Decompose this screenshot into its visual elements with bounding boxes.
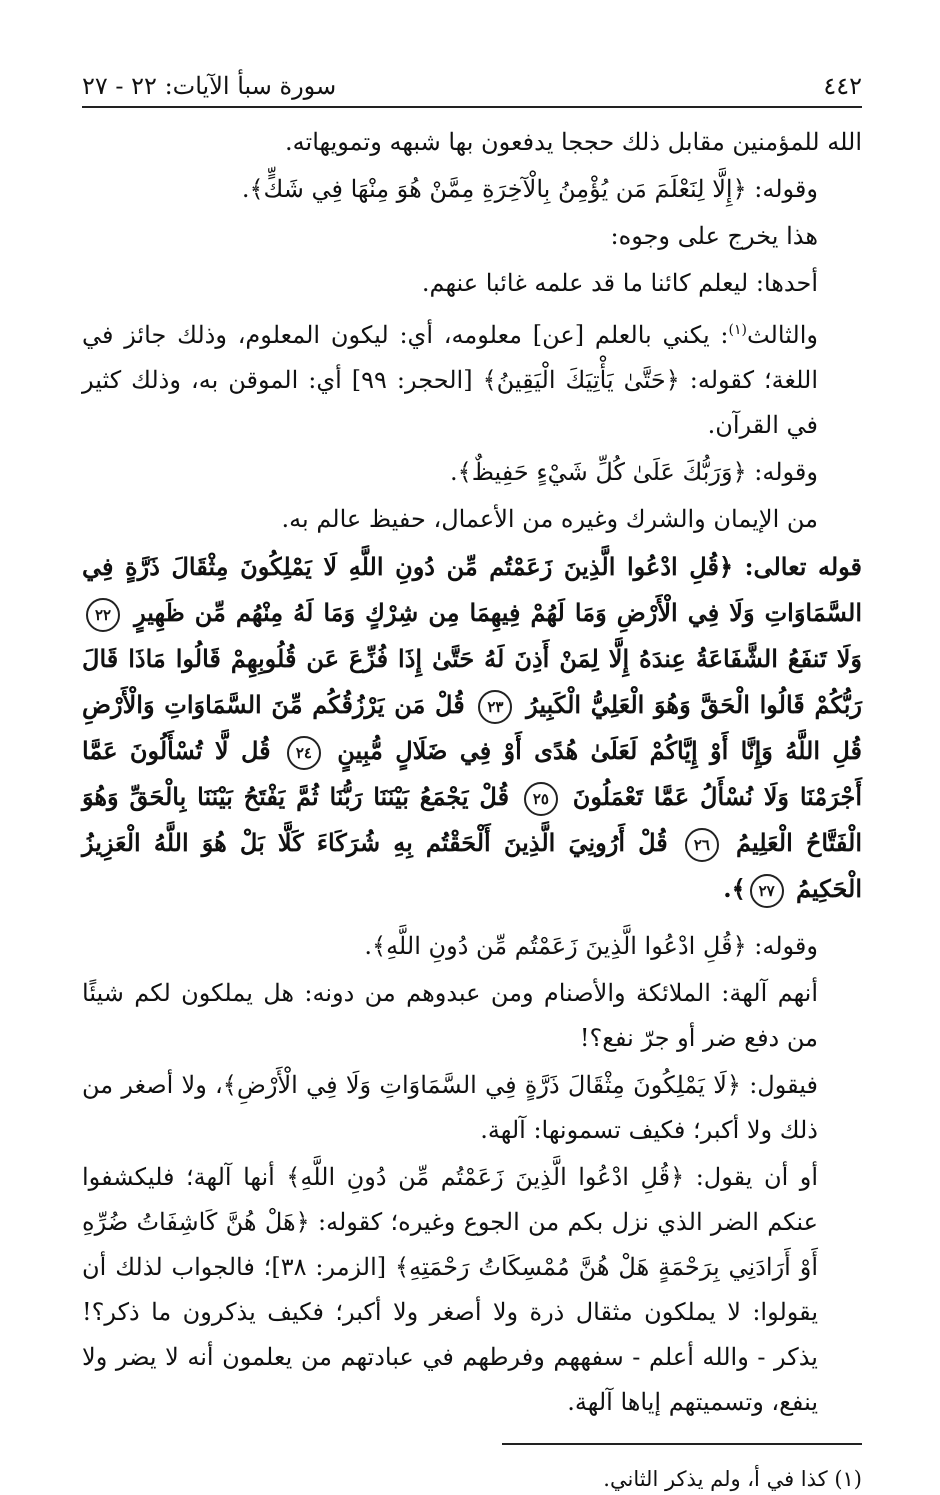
- paragraph: أنهم آلهة: الملائكة والأصنام ومن عبدوهم من دونه: هل يملكون لكم شيئًا من دفع ضر أو جرّ نفع؟!: [82, 979, 818, 1052]
- verse-text: قُلْ مَن يَرْزُقُكُم مِّنَ السَّمَاوَاتِ وَالْأَرْضِ قُلِ اللَّهُ وَإِنَّا أَوْ إِيَّاكُمْ لَعَلَىٰ هُدًى أَوْ فِي ضَلَالٍ مُّبِينٍ: [82, 690, 863, 765]
- commentary-section-1: [82, 120, 862, 542]
- footnote-marker: (١): [728, 322, 747, 338]
- paragraph: من الإيمان والشرك وغيره من الأعمال، حفيظ عالم به.: [281, 505, 818, 533]
- paragraph: هذا يخرج على وجوه:: [610, 222, 818, 250]
- chapter-title: سورة سبأ الآيات: ٢٢ - ٢٧: [82, 72, 337, 100]
- paragraph-lead: والثالث: [746, 321, 818, 349]
- aya-number-mark: ٢٢: [86, 598, 120, 632]
- verse-text: قُلْ أَرُونِيَ الَّذِينَ أَلْحَقْتُم بِهِ شُرَكَاءَ كَلَّا بَلْ هُوَ اللَّهُ الْعَزِيزُ الْحَكِيمُ: [82, 828, 862, 903]
- aya-number-mark: ٢٧: [750, 874, 784, 908]
- paragraph: أو أن يقول: ﴿قُلِ ادْعُوا الَّذِينَ زَعَمْتُم مِّن دُونِ اللَّهِ﴾ أنها آلهة؛ فليكشفوا عنكم الضر الذي نزل بكم من الجوع وغيره؛ كقوله: ﴿هَلْ هُنَّ كَاشِفَاتُ ضُرِّهِ أَوْ أَرَادَنِي بِرَحْمَةٍ هَلْ هُنَّ مُمْسِكَاتُ رَحْمَتِهِ﴾ [الزمر: ٣٨]؛ فالجواب لذلك أن يقولوا: لا يملكون مثقال ذرة ولا أصغر ولا أكبر؛ فكيف يذكرون ما ذكر؟! يذكر - والله أعلم - سفههم وفرطهم في عبادتهم من يعلمون أنه لا يضر ولا ينفع، وتسميتهم إياها آلهة.: [82, 1163, 819, 1416]
- verse-text: قُلْ يَجْمَعُ بَيْنَنَا رَبُّنَا ثُمَّ يَفْتَحُ بَيْنَنَا بِالْحَقِّ وَهُوَ الْفَتَّاحُ الْعَلِيمُ: [82, 782, 863, 857]
- paragraph-with-footnote: [82, 308, 862, 448]
- quran-verse-block: [82, 544, 862, 912]
- page-number: ٤٤٢: [823, 72, 862, 100]
- aya-number-mark: ٢٦: [685, 828, 719, 862]
- paragraph-quote: وقوله: ﴿وَرَبُّكَ عَلَىٰ كُلِّ شَيْءٍ حَفِيظٌ﴾.: [450, 458, 818, 486]
- verse-closing: ﴾.: [723, 874, 746, 903]
- verse-lead: قوله تعالى:: [744, 552, 863, 581]
- footnote: (١) كذا في أ، ولم يذكر الثاني.: [603, 1467, 862, 1491]
- paragraph-rest: : يكني بالعلم [عن] معلومه، أي: ليكون المعلوم، وذلك جائز في اللغة؛ كقوله: ﴿حَتَّىٰ يَأْتِيَكَ الْيَقِينُ﴾ [الحجر: ٩٩] أي: الموقن به، وذلك كثير في القرآن.: [82, 321, 818, 439]
- aya-number-mark: ٢٣: [478, 690, 512, 724]
- verse-text: ﴿قُلِ ادْعُوا الَّذِينَ زَعَمْتُم مِّن دُونِ اللَّهِ لَا يَمْلِكُونَ مِثْقَالَ ذَرَّةٍ فِي السَّمَاوَاتِ وَلَا فِي الْأَرْضِ وَمَا لَهُمْ فِيهِمَا مِن شِرْكٍ وَمَا لَهُ مِنْهُم مِّن ظَهِيرٍ: [82, 552, 863, 627]
- verse-text: وَلَا تَنفَعُ الشَّفَاعَةُ عِندَهُ إِلَّا لِمَنْ أَذِنَ لَهُ حَتَّىٰ إِذَا فُزِّعَ عَن قُلُوبِهِمْ قَالُوا مَاذَا قَالَ رَبُّكُمْ قَالُوا الْحَقَّ وَهُوَ الْعَلِيُّ الْكَبِيرُ: [82, 644, 862, 719]
- paragraph: أحدها: ليعلم كائنا ما قد علمه غائبا عنهم.: [421, 269, 818, 297]
- paragraph: الله للمؤمنين مقابل ذلك حججا يدفعون بها شبهه وتمويهاته.: [285, 128, 862, 156]
- aya-number-mark: ٢٤: [287, 736, 321, 770]
- paragraph-quote: وقوله: ﴿إِلَّا لِنَعْلَمَ مَن يُؤْمِنُ بِالْآخِرَةِ مِمَّنْ هُوَ مِنْهَا فِي شَكٍّ﴾.: [241, 175, 818, 203]
- page-header: [82, 60, 862, 108]
- commentary-section-2: [82, 924, 862, 1425]
- paragraph-quote: وقوله: ﴿قُلِ ادْعُوا الَّذِينَ زَعَمْتُم مِّن دُونِ اللَّهِ﴾.: [364, 932, 818, 960]
- book-page: [82, 60, 862, 1495]
- paragraph: فيقول: ﴿لَا يَمْلِكُونَ مِثْقَالَ ذَرَّةٍ فِي السَّمَاوَاتِ وَلَا فِي الْأَرْضِ﴾، ولا أصغر من ذلك ولا أكبر؛ فكيف تسمونها: آلهة.: [82, 1071, 818, 1144]
- verse-text: قُل لَّا تُسْأَلُونَ عَمَّا أَجْرَمْنَا وَلَا نُسْأَلُ عَمَّا تَعْمَلُونَ: [82, 736, 862, 811]
- aya-number-mark: ٢٥: [524, 782, 558, 816]
- footnote-divider: [502, 1443, 862, 1445]
